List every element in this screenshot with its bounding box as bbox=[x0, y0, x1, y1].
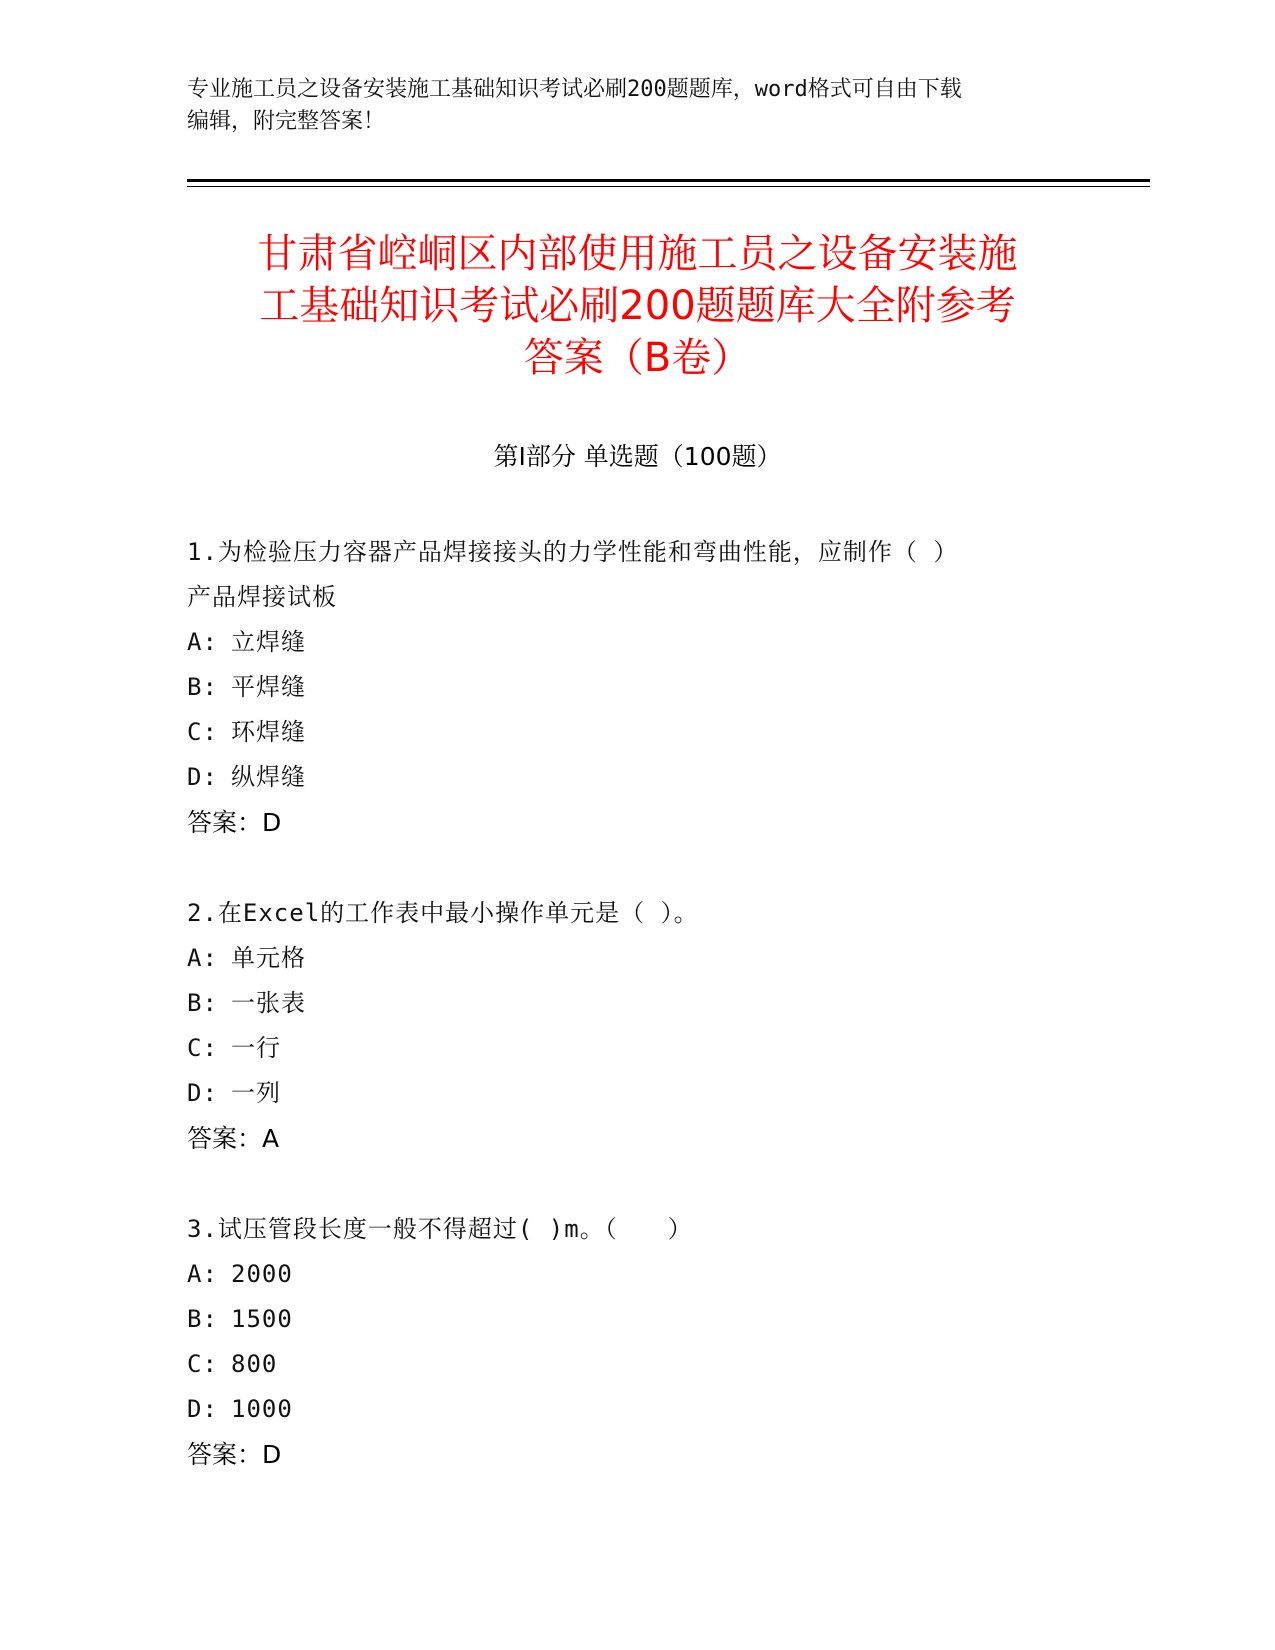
option-letter: B: bbox=[187, 1305, 218, 1333]
option-a bbox=[187, 936, 1067, 981]
option-text: 一行 bbox=[231, 1034, 281, 1062]
option-c bbox=[187, 1026, 1067, 1071]
option-text: 1500 bbox=[231, 1305, 293, 1333]
section-heading: 第Ⅰ部分 单选题（100题） bbox=[493, 442, 782, 471]
question-stem-line-1: 3.试压管段长度一般不得超过( )m。（ ） bbox=[187, 1215, 693, 1243]
header-rule-thin bbox=[187, 186, 1150, 187]
header-note-line-2: 编辑，附完整答案！ bbox=[187, 109, 386, 134]
option-letter: A: bbox=[187, 1260, 218, 1288]
option-b bbox=[187, 665, 1067, 710]
question-stem-line-1: 2.在Excel的工作表中最小操作单元是（ ）。 bbox=[187, 899, 699, 927]
title-line-3: 答案（B卷） bbox=[523, 335, 752, 381]
question-stem-line-2: 产品焊接试板 bbox=[187, 583, 337, 611]
option-a bbox=[187, 620, 1067, 665]
question-3 bbox=[187, 1207, 1067, 1477]
header-rule-thick bbox=[187, 179, 1150, 182]
answer-line: 答案：D bbox=[187, 808, 282, 837]
option-letter: D: bbox=[187, 1079, 218, 1107]
option-letter: A: bbox=[187, 628, 218, 656]
option-letter: B: bbox=[187, 673, 218, 701]
question-2 bbox=[187, 891, 1067, 1161]
option-b bbox=[187, 1297, 1067, 1342]
option-text: 1000 bbox=[231, 1395, 293, 1423]
option-b bbox=[187, 981, 1067, 1026]
option-text: 2000 bbox=[231, 1260, 293, 1288]
title-line-1: 甘肃省崆峒区内部使用施工员之设备安装施 bbox=[257, 231, 1018, 277]
option-letter: B: bbox=[187, 989, 218, 1017]
option-text: 一张表 bbox=[231, 989, 306, 1017]
option-letter: C: bbox=[187, 1350, 218, 1378]
option-text: 一列 bbox=[231, 1079, 281, 1107]
option-text: 纵焊缝 bbox=[231, 763, 306, 791]
question-stem bbox=[187, 1207, 1067, 1252]
option-d bbox=[187, 755, 1067, 800]
option-text: 800 bbox=[231, 1350, 278, 1378]
option-c bbox=[187, 1342, 1067, 1387]
title-line-2: 工基础知识考试必刷200题题库大全附参考 bbox=[259, 283, 1016, 329]
question-stem bbox=[187, 891, 1067, 936]
option-letter: A: bbox=[187, 944, 218, 972]
question-1 bbox=[187, 530, 1067, 845]
option-c bbox=[187, 710, 1067, 755]
option-letter: C: bbox=[187, 1034, 218, 1062]
document-title bbox=[160, 228, 1115, 384]
option-letter: C: bbox=[187, 718, 218, 746]
option-a bbox=[187, 1252, 1067, 1297]
option-text: 立焊缝 bbox=[231, 628, 306, 656]
question-stem bbox=[187, 530, 1067, 620]
header-note-line-1: 专业施工员之设备安装施工基础知识考试必刷200题题库，word格式可自由下载 bbox=[187, 77, 962, 102]
option-text: 环焊缝 bbox=[231, 718, 306, 746]
answer-line: 答案：D bbox=[187, 1440, 282, 1469]
question-stem-line-1: 1.为检验压力容器产品焊接接头的力学性能和弯曲性能，应制作（ ） bbox=[187, 538, 959, 566]
answer-line: 答案：A bbox=[187, 1124, 280, 1153]
option-text: 平焊缝 bbox=[231, 673, 306, 701]
option-text: 单元格 bbox=[231, 944, 306, 972]
header-note bbox=[187, 74, 1087, 138]
option-d bbox=[187, 1071, 1067, 1116]
question-list bbox=[187, 530, 1067, 1523]
option-letter: D: bbox=[187, 763, 218, 791]
option-d bbox=[187, 1387, 1067, 1432]
option-letter: D: bbox=[187, 1395, 218, 1423]
